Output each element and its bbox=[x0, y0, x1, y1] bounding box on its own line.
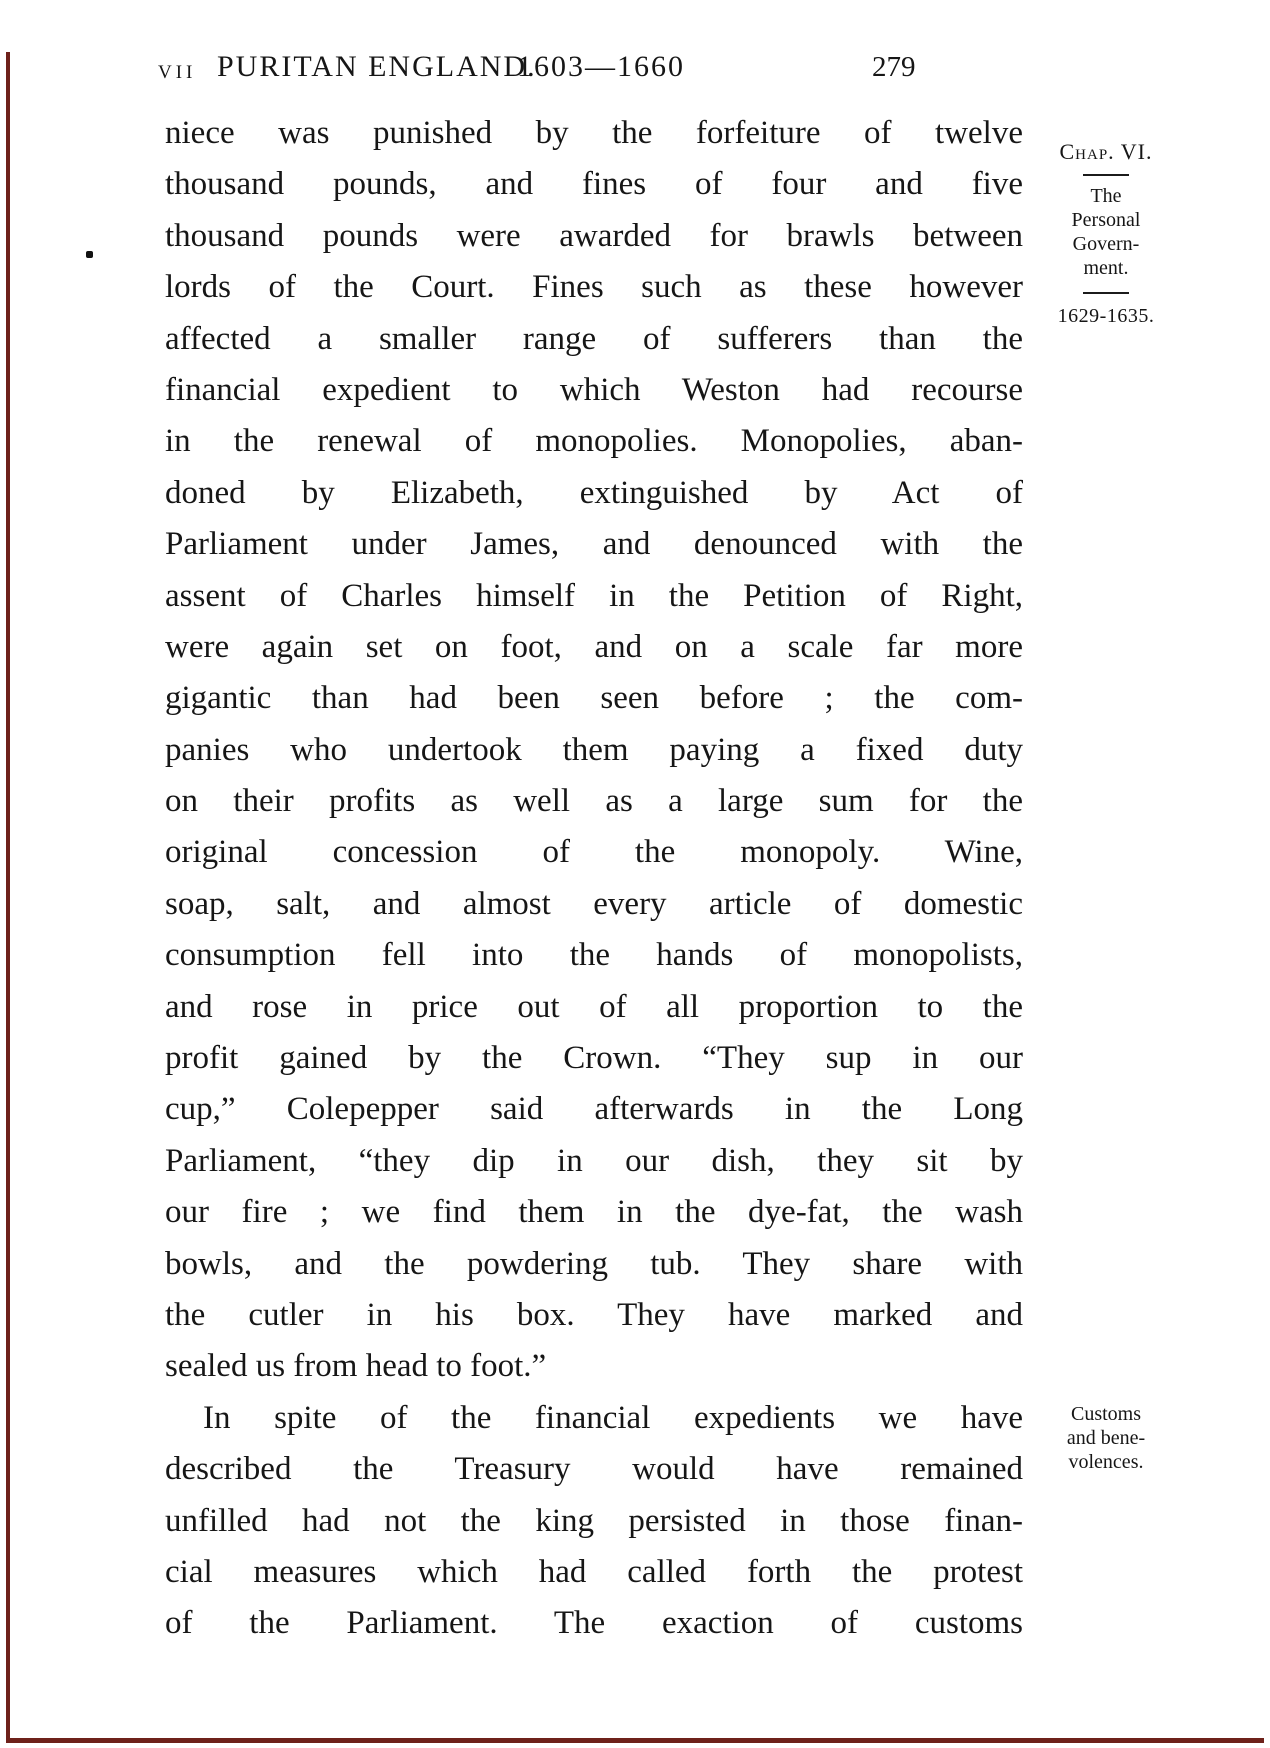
text-line: cup,” Colepepper said afterwards in the Long bbox=[165, 1091, 1023, 1128]
text-line: were again set on foot, and on a scale far more bbox=[165, 628, 1023, 665]
margin-note-line: volences. bbox=[1068, 1451, 1144, 1473]
text-line: affected a smaller range of sufferers than the bbox=[165, 320, 1023, 357]
margin-note-line: and bene- bbox=[1066, 1427, 1146, 1449]
text-line-paragraph-start: In spite of the financial expedients we have bbox=[203, 1399, 1023, 1436]
text-line: Parliament under James, and denounced with the bbox=[165, 526, 1023, 563]
text-line: profit gained by the Crown. “They sup in our bbox=[165, 1040, 1023, 1077]
text-line: bowls, and the powdering tub. They share with bbox=[165, 1245, 1023, 1282]
text-line: lords of the Court. Fines such as these however bbox=[165, 269, 1023, 306]
header-date-range: 1603—1660 bbox=[517, 50, 685, 83]
text-line: and rose in price out of all proportion to the bbox=[165, 988, 1023, 1025]
header-chapter-folio: vii bbox=[158, 54, 197, 84]
text-line: original concession of the monopoly. Wine, bbox=[165, 834, 1023, 871]
text-line: doned by Elizabeth, extinguished by Act of bbox=[165, 474, 1023, 511]
scan-edge-left bbox=[6, 52, 10, 1742]
text-line: panies who undertook them paying a fixed duty bbox=[165, 731, 1023, 768]
margin-note-line: Personal bbox=[1071, 209, 1141, 231]
body-text-column bbox=[165, 108, 1023, 1650]
margin-note-customs bbox=[1040, 1402, 1172, 1474]
text-line: niece was punished by the forfeiture of twelve bbox=[165, 115, 1023, 151]
margin-note-dates: 1629-1635. bbox=[1057, 305, 1155, 327]
header-running-title: PURITAN ENGLAND. bbox=[217, 50, 537, 83]
text-line: assent of Charles himself in the Petition of Right, bbox=[165, 577, 1023, 614]
text-line: thousand pounds were awarded for brawls between bbox=[165, 217, 1023, 254]
text-line: of the Parliament. The exaction of customs bbox=[165, 1605, 1023, 1642]
margin-note-line: ment. bbox=[1083, 257, 1129, 279]
margin-note-line: Govern- bbox=[1072, 233, 1140, 255]
margin-note-chapter-label: Chap. VI. bbox=[1059, 139, 1153, 164]
text-line: cial measures which had called forth the protest bbox=[165, 1553, 1023, 1590]
text-line: financial expedient to which Weston had recourse bbox=[165, 371, 1023, 408]
header-page-number: 279 bbox=[872, 51, 916, 83]
margin-note-line: Customs bbox=[1070, 1403, 1142, 1425]
margin-rule bbox=[1083, 174, 1129, 176]
text-line: consumption fell into the hands of monopolists, bbox=[165, 937, 1023, 974]
text-line: on their profits as well as a large sum for the bbox=[165, 783, 1023, 820]
text-line-paragraph-end: sealed us from head to foot.” bbox=[165, 1348, 547, 1385]
text-line: gigantic than had been seen before ; the com- bbox=[165, 680, 1023, 717]
scan-edge-bottom bbox=[6, 1738, 1264, 1743]
text-line: soap, salt, and almost every article of domestic bbox=[165, 885, 1023, 922]
text-line: Parliament, “they dip in our dish, they sit by bbox=[165, 1142, 1023, 1179]
margin-rule bbox=[1083, 292, 1129, 294]
text-line: thousand pounds, and fines of four and five bbox=[165, 166, 1023, 203]
text-line: in the renewal of monopolies. Monopolies, aban- bbox=[165, 423, 1023, 460]
margin-note-chapter bbox=[1040, 140, 1172, 328]
ink-speck bbox=[86, 251, 93, 258]
text-line: unfilled had not the king persisted in those finan- bbox=[165, 1502, 1023, 1539]
text-line: our fire ; we find them in the dye-fat, the wash bbox=[165, 1194, 1023, 1231]
text-line: the cutler in his box. They have marked and bbox=[165, 1296, 1023, 1333]
margin-note-line: The bbox=[1090, 185, 1122, 207]
text-line: described the Treasury would have remained bbox=[165, 1451, 1023, 1488]
